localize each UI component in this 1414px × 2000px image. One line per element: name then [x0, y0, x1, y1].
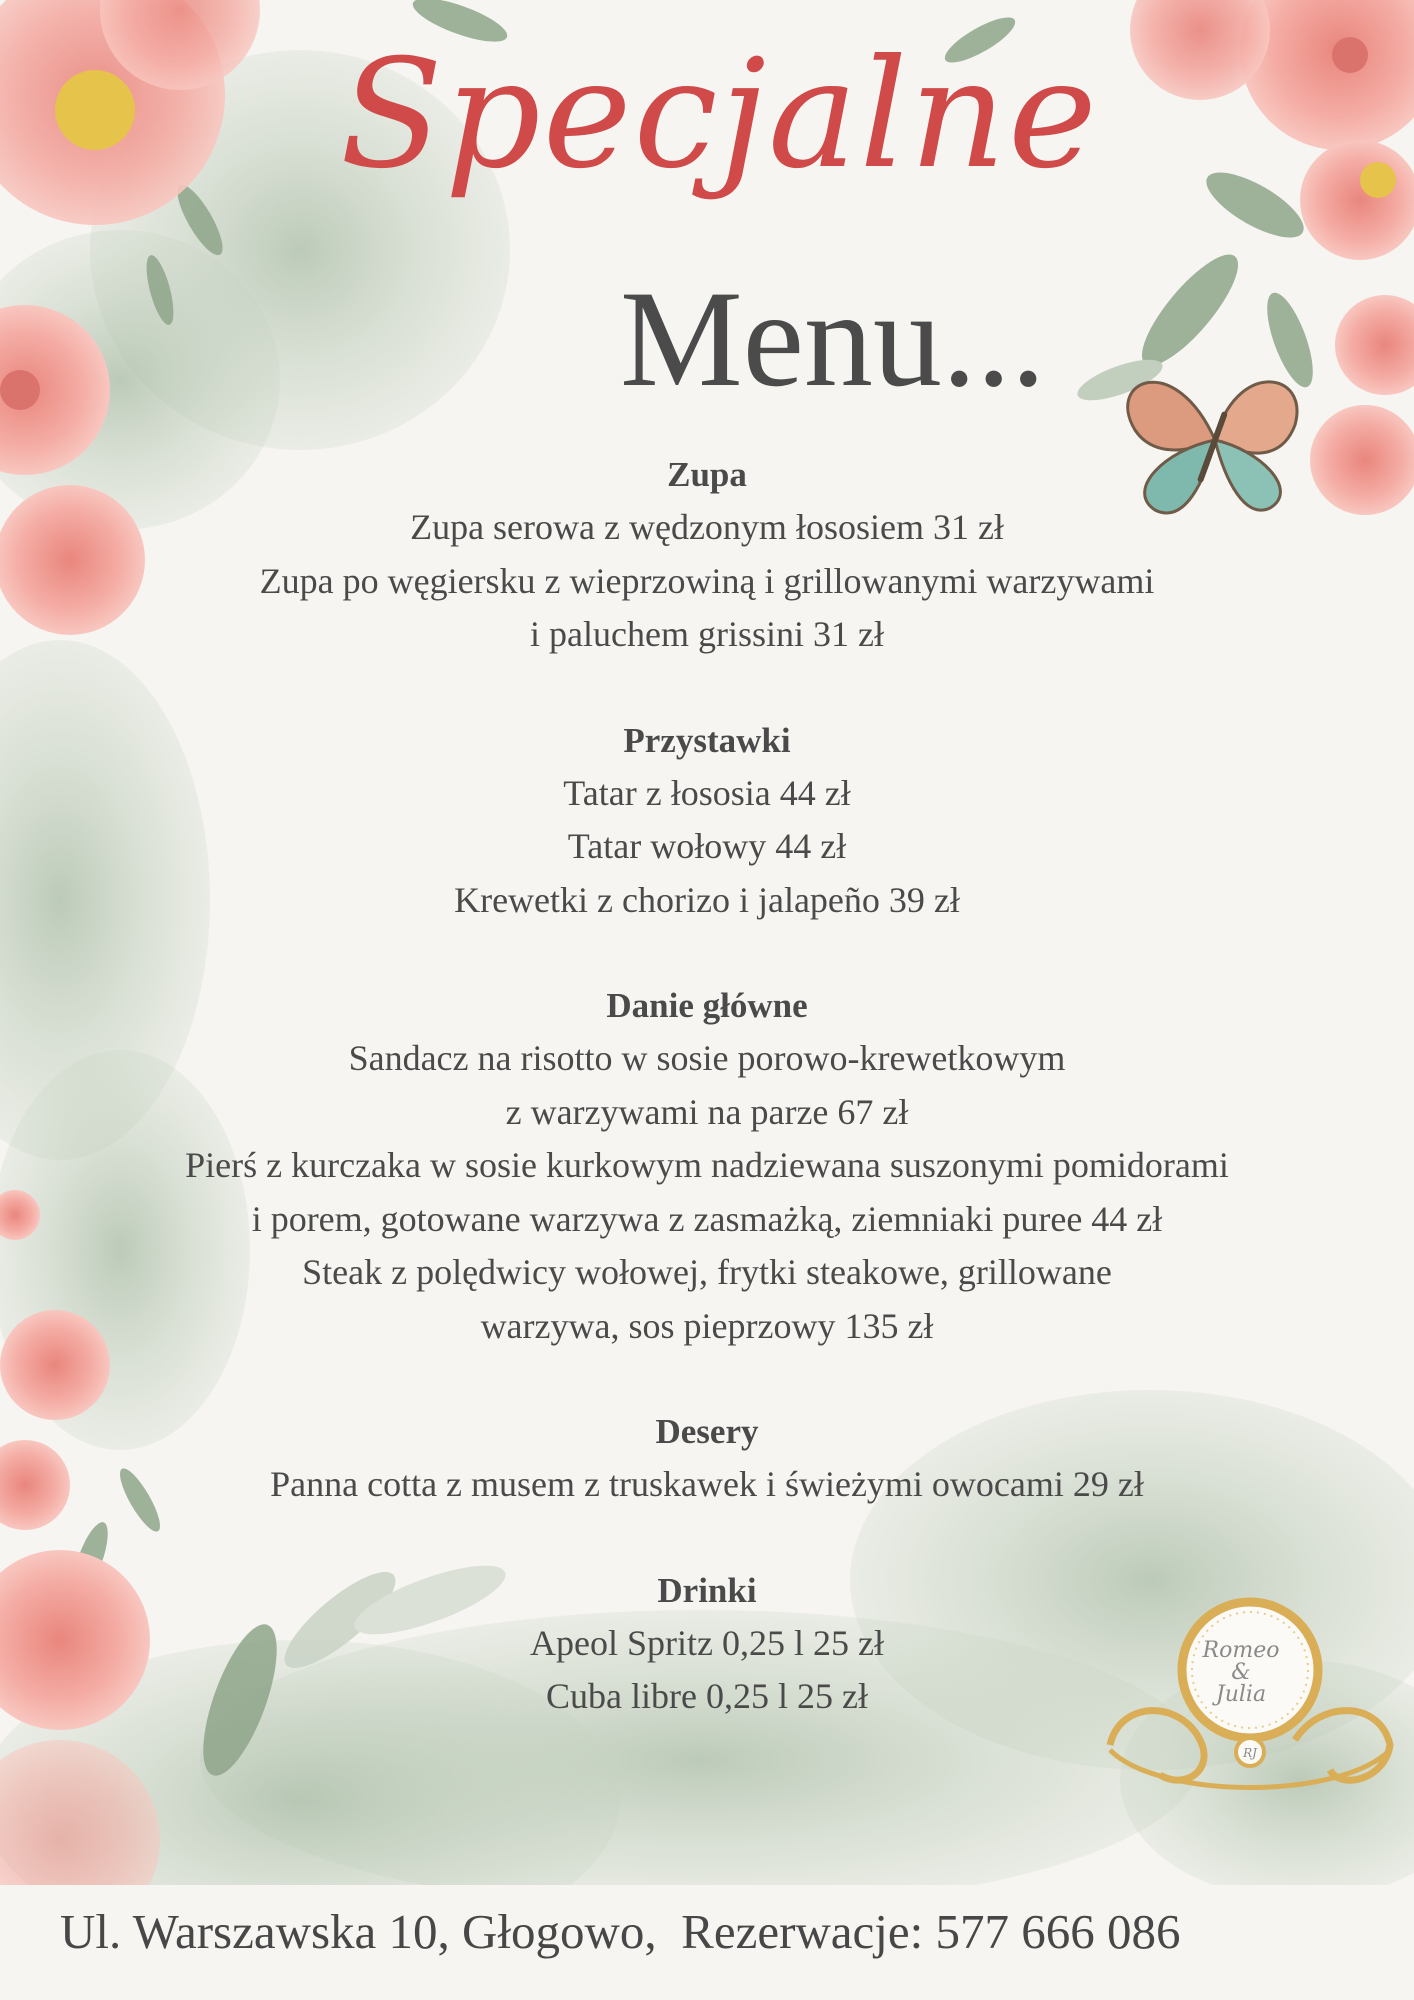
footer-address-reservations: Ul. Warszawska 10, Głogowo, Rezerwacje: 577 666 086	[60, 1904, 1181, 1959]
logo-line-and: &	[1231, 1660, 1251, 1685]
menu-section-danie-glowne	[40, 979, 1374, 1353]
menu-item: Cuba libre 0,25 l 25 zł	[546, 1676, 868, 1716]
menu-item: Panna cotta z musem z truskawek i świeżymi owocami 29 zł	[270, 1464, 1144, 1504]
menu-section-desery	[40, 1405, 1374, 1512]
logo-monogram	[1238, 1742, 1262, 1762]
section-heading: Danie główne	[606, 986, 808, 1025]
menu-section-zupa	[40, 448, 1374, 662]
menu-item: Tatar wołowy 44 zł	[567, 826, 847, 866]
title-specjalne: Specjalne	[340, 28, 1099, 202]
menu-section-przystawki	[40, 714, 1374, 928]
logo-text	[1186, 1640, 1296, 1706]
menu-item: i paluchem grissini 31 zł	[530, 614, 884, 654]
section-heading: Desery	[655, 1412, 759, 1451]
menu-item: Krewetki z chorizo i jalapeño 39 zł	[454, 879, 960, 920]
menu-item: Pierś z kurczaka w sosie kurkowym nadziewana suszonymi pomidorami	[185, 1145, 1229, 1185]
menu-section-drinki	[40, 1564, 1374, 1724]
logo-line-romeo: Romeo	[1202, 1638, 1280, 1663]
logo-monogram-text: RJ	[1243, 1746, 1257, 1760]
menu-item: i porem, gotowane warzywa z zasmażką, ziemniaki puree 44 zł	[251, 1198, 1163, 1239]
logo-line-julia: Julia	[1215, 1682, 1267, 1707]
section-heading: Zupa	[667, 455, 747, 494]
menu-item: Sandacz na risotto w sosie porowo-krewetkowym	[348, 1038, 1066, 1078]
menu-item: Steak z polędwicy wołowej, frytki steakowe, grillowane	[302, 1252, 1112, 1292]
footer	[0, 1885, 1414, 2000]
title-menu: Menu...	[620, 262, 1046, 415]
menu-list	[40, 448, 1374, 1776]
menu-item: Apeol Spritz 0,25 l 25 zł	[530, 1622, 884, 1663]
menu-item: Tatar z łososia 44 zł	[563, 772, 851, 813]
section-heading: Drinki	[657, 1570, 757, 1610]
section-heading: Przystawki	[623, 720, 791, 760]
menu-item: Zupa serowa z wędzonym łososiem 31 zł	[410, 507, 1004, 547]
menu-item: Zupa po węgiersku z wieprzowiną i grillowanymi warzywami	[259, 560, 1155, 601]
menu-item: z warzywami na parze 67 zł	[505, 1091, 909, 1132]
menu-item: warzywa, sos pieprzowy 135 zł	[480, 1305, 934, 1346]
